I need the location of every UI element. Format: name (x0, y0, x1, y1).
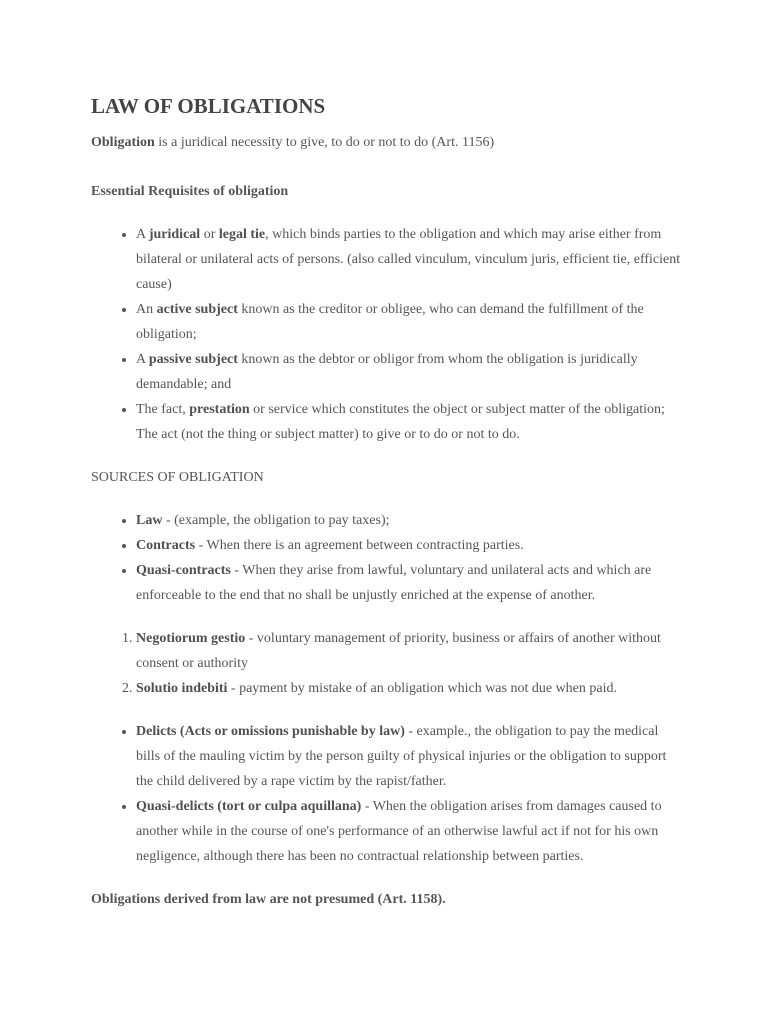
list-item-text: - payment by mistake of an obligation which was not due when paid. (227, 681, 618, 696)
intro-paragraph (91, 130, 681, 155)
list-item-text: - When the obligation arises from damages caused to another while in the course of one's performance of an otherwise lawful act if not for his own negligence, although there has been no contractual relationship between parties. (136, 799, 662, 864)
list-item (136, 794, 681, 869)
list-item (136, 626, 681, 676)
list-item-term: Delicts (Acts or omissions punishable by law) (136, 724, 405, 739)
list-item (136, 533, 681, 558)
requisites-heading: Essential Requisites of obligation (91, 184, 289, 199)
list-item-text: - When there is an agreement between contracting parties. (195, 538, 524, 553)
list-item-term: Law (136, 513, 163, 528)
list-item (136, 508, 681, 533)
list-item-text: A (136, 227, 149, 242)
list-item (136, 397, 681, 447)
list-item-text: - (example, the obligation to pay taxes); (162, 513, 390, 528)
list-item-text: A (136, 352, 149, 367)
document-body (91, 92, 681, 912)
list-item (136, 222, 681, 297)
sources-list (91, 508, 681, 608)
list-item-text: The fact, (136, 402, 190, 417)
list-item-text: An (136, 302, 157, 317)
list-item-text: known as the creditor or obligee, who can demand the fulfillment of the obligation; (136, 302, 644, 342)
quasi-contracts-list (91, 626, 681, 701)
list-item-term: Contracts (136, 538, 196, 553)
list-item (136, 297, 681, 347)
list-item-term: Quasi-delicts (tort or culpa aquillana) (136, 799, 362, 814)
list-item-term: Quasi-contracts (136, 563, 231, 578)
page-title: LAW OF OBLIGATIONS (91, 94, 326, 118)
list-item-term: active subject (156, 302, 238, 317)
intro-term: Obligation (91, 135, 155, 150)
list-item-term: juridical (148, 227, 201, 242)
list-item (136, 347, 681, 397)
list-item-term: passive subject (148, 352, 238, 367)
list-item-term: legal tie (218, 227, 266, 242)
list-item-term: Negotiorum gestio (136, 631, 246, 646)
sources-heading: SOURCES OF OBLIGATION (91, 470, 264, 485)
list-item-text: or service which constitutes the object or subject matter of the obligation; The act (not the thing or subject matter) to give or to do or not to do. (136, 402, 665, 442)
list-item-text: - When they arise from lawful, voluntary and unilateral acts and which are enforceable to the end that no shall be unjustly enriched at the expense of another. (136, 563, 652, 603)
requisites-list (91, 222, 681, 447)
list-item-term: prestation (189, 402, 250, 417)
list-item-term: Solutio indebiti (136, 681, 228, 696)
list-item-text: or (200, 227, 219, 242)
list-item-text: , which binds parties to the obligation and which may arise either from bilateral or unilateral acts of persons. (also called vinculum, vinculum juris, efficient tie, efficient cause) (136, 227, 681, 292)
list-item-text: - example., the obligation to pay the medical bills of the mauling victim by the person guilty of physical injuries or the obligation to support the child delivered by a rape victim by the rapist/father. (136, 724, 667, 789)
closing-statement: Obligations derived from law are not presumed (Art. 1158). (91, 892, 446, 907)
delicts-list (91, 719, 681, 869)
list-item (136, 719, 681, 794)
list-item (136, 558, 681, 608)
list-item-text: known as the debtor or obligor from whom the obligation is juridically demandable; and (136, 352, 638, 392)
intro-text: is a juridical necessity to give, to do or not to do (Art. 1156) (154, 135, 495, 150)
list-item (136, 676, 681, 701)
list-item-text: - voluntary management of priority, business or affairs of another without consent or authority (136, 631, 661, 671)
